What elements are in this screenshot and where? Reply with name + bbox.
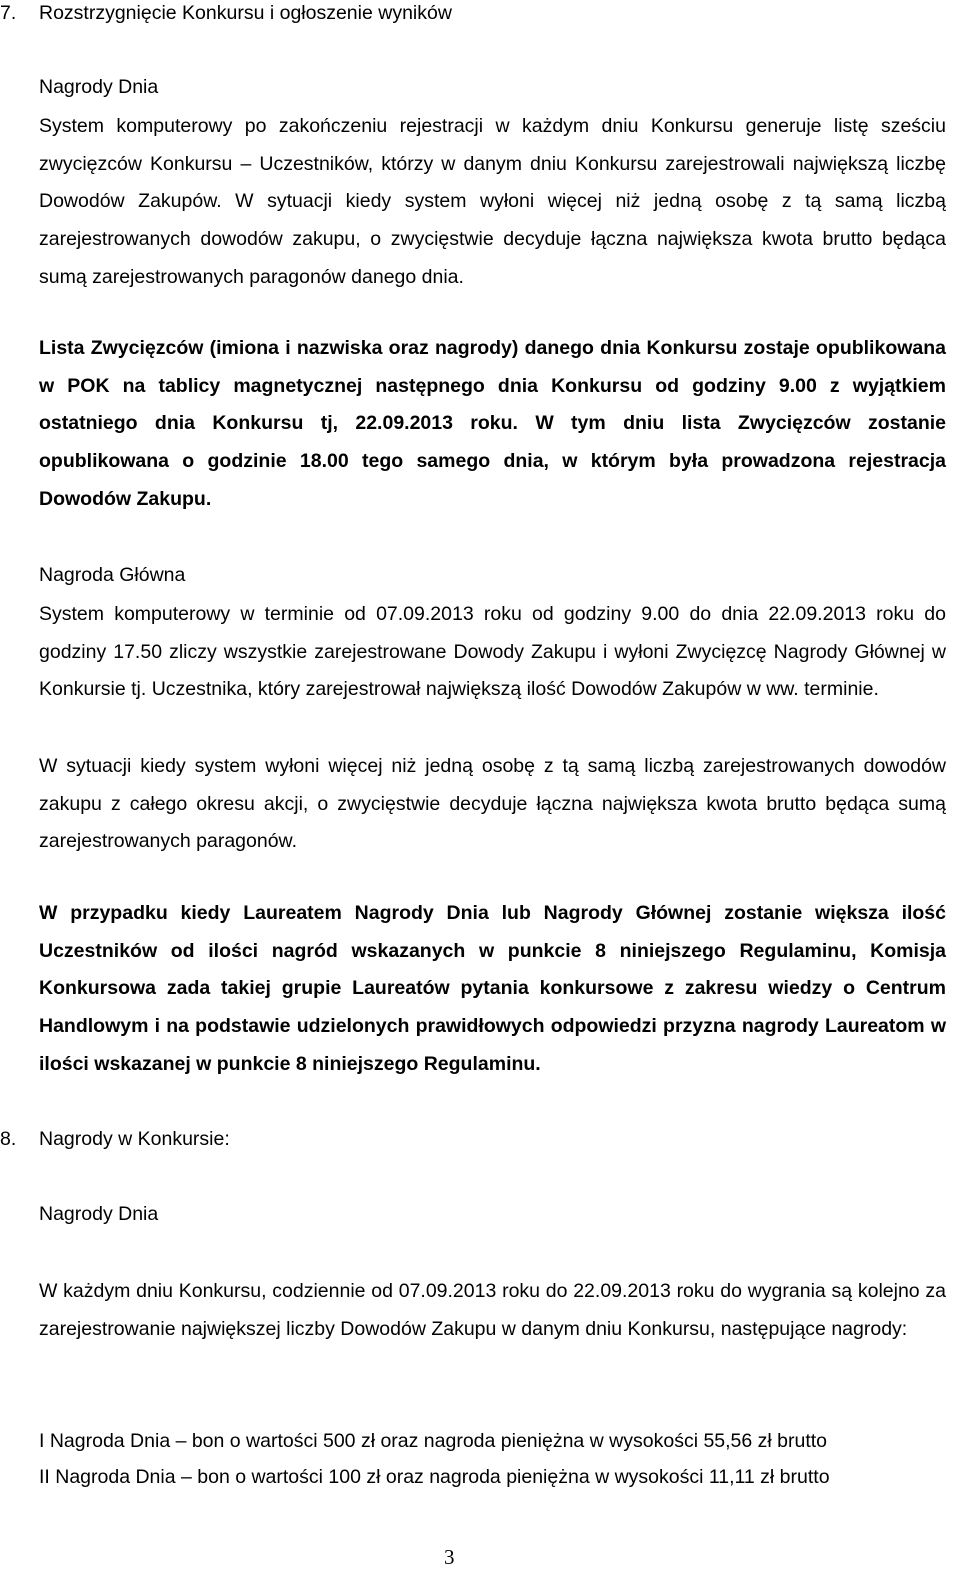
main-prize-heading: Nagroda Główna <box>39 564 186 586</box>
section-8-number: 8. <box>0 1128 17 1150</box>
section-8-daily-heading: Nagrody Dnia <box>39 1203 159 1225</box>
tie-rule-paragraph: W przypadku kiedy Laureatem Nagrody Dnia lub Nagrody Głównej zostanie większa ilość Uczestników od ilości nagród wskazanych w punkcie 8 niniejszego Regulaminu, Komisja Konkursowa zada takiej grupie Laureatów pytania konkursowe z zakresu wiedzy o Centrum Handlowym i na podstawie udzielonych prawidłowych odpowiedzi przyzna nagrody Laureatom w ilości wskazanej w punkcie 8 niniejszego Regulaminu. <box>39 902 946 1075</box>
daily-prizes-heading: Nagrody Dnia <box>39 76 159 98</box>
daily-prizes-paragraph: System komputerowy po zakończeniu rejestracji w każdym dniu Konkursu generuje listę sześciu zwycięzców Konkursu – Uczestników, którzy w danym dniu Konkursu zarejestrowali największą liczbę Dowodów Zakupów. W sytuacji kiedy system wyłoni więcej niż jedną osobę z tą samą liczbą zarejestrowanych dowodów zakupu, o zwycięstwie decyduje łączna największa kwota brutto będąca sumą zarejestrowanych paragonów danego dnia. <box>39 115 946 288</box>
section-8-intro: W każdym dniu Konkursu, codziennie od 07.09.2013 roku do 22.09.2013 roku do wygrania są kolejno za zarejestrowanie największej liczby Dowodów Zakupu w danym dniu Konkursu, następujące nagrody: <box>39 1280 946 1340</box>
section-8-title: Nagrody w Konkursie: <box>39 1128 230 1150</box>
winners-list-paragraph: Lista Zwycięzców (imiona i nazwiska oraz nagrody) danego dnia Konkursu zostaje opublikowana w POK na tablicy magnetycznej następnego dnia Konkursu od godziny 9.00 z wyjątkiem ostatniego dnia Konkursu tj, 22.09.2013 roku. W tym dniu lista Zwycięzców zostanie opublikowana o godzinie 18.00 tego samego dnia, w którym była prowadzona rejestracja Dowodów Zakupu. <box>39 337 946 510</box>
main-prize-paragraph-1: System komputerowy w terminie od 07.09.2013 roku od godziny 9.00 do dnia 22.09.2013 roku do godziny 17.50 zliczy wszystkie zarejestrowane Dowody Zakupu i wyłoni Zwycięzcę Nagrody Głównej w Konkursie tj. Uczestnika, który zarejestrował największą ilość Dowodów Zakupów w ww. terminie. <box>39 603 946 701</box>
page-number: 3 <box>444 1545 455 1569</box>
prize-item: I Nagroda Dnia – bon o wartości 500 zł oraz nagroda pieniężna w wysokości 55,56 zł brutto <box>39 1430 828 1452</box>
section-7-number: 7. <box>0 2 17 24</box>
main-prize-paragraph-2: W sytuacji kiedy system wyłoni więcej niż jedną osobę z tą samą liczbą zarejestrowanych dowodów zakupu z całego okresu akcji, o zwycięstwie decyduje łączna największa kwota brutto będąca sumą zarejestrowanych paragonów. <box>39 755 946 853</box>
section-7-title: Rozstrzygnięcie Konkursu i ogłoszenie wyników <box>39 2 452 24</box>
prize-item: II Nagroda Dnia – bon o wartości 100 zł oraz nagroda pieniężna w wysokości 11,11 zł brutto <box>39 1466 830 1488</box>
